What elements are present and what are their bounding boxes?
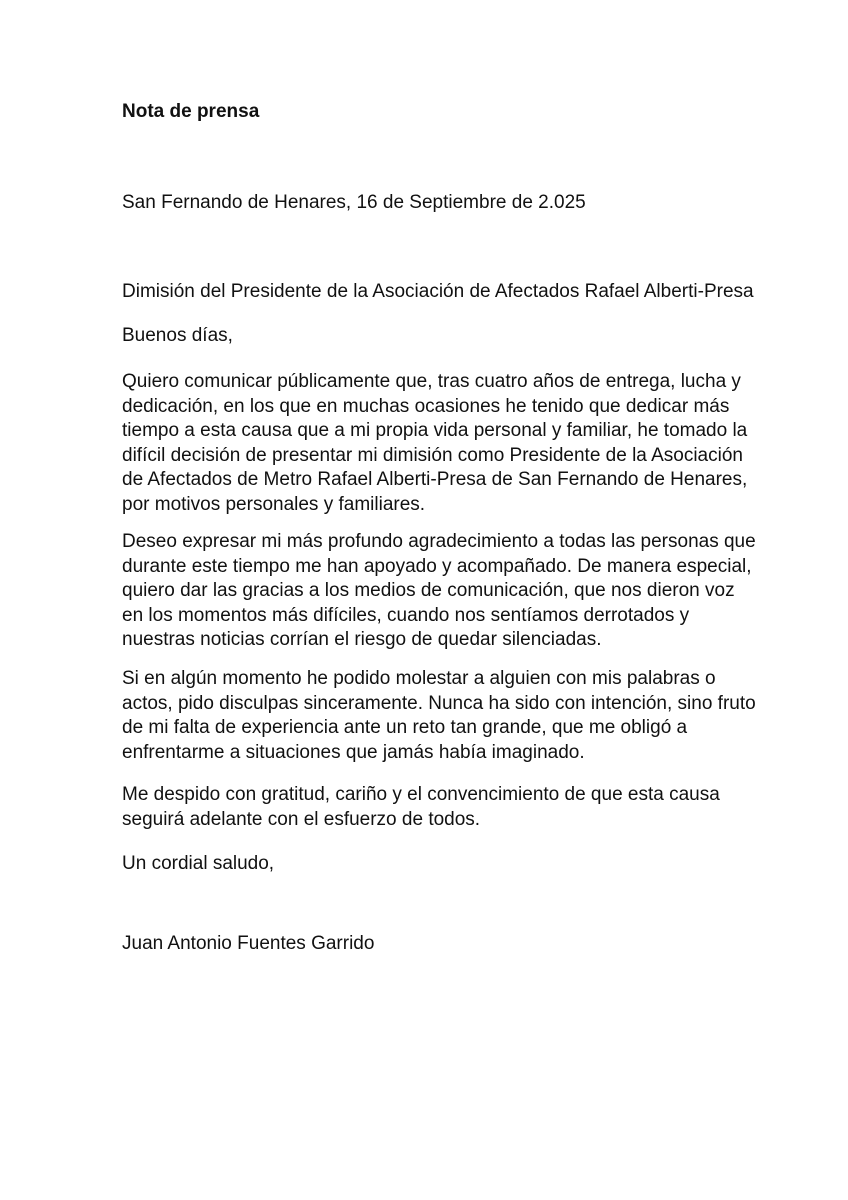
paragraph-line: tiempo a esta causa que a mi propia vida personal y familiar, he tomado la (122, 420, 748, 441)
paragraph-line: enfrentarme a situaciones que jamás había imaginado. (122, 741, 585, 763)
paragraph-2 (122, 530, 756, 653)
paragraph-line: difícil decisión de presentar mi dimisión como Presidente de la Asociación (122, 444, 743, 466)
place-date: San Fernando de Henares, 16 de Septiembre de 2.025 (122, 192, 586, 213)
paragraph-line: de Afectados de Metro Rafael Alberti-Presa de San Fernando de Henares, (122, 469, 748, 490)
paragraph-line: dedicación, en los que en muchas ocasiones he tenido que dedicar más (122, 395, 730, 417)
signature-name: Juan Antonio Fuentes Garrido (122, 933, 375, 954)
paragraph-1 (122, 370, 747, 517)
paragraph-line: Me despido con gratitud, cariño y el convencimiento de que esta causa (122, 784, 720, 805)
paragraph-line: Quiero comunicar públicamente que, tras cuatro años de entrega, lucha y (122, 371, 741, 392)
paragraph-3 (122, 667, 756, 765)
paragraph-line: Deseo expresar mi más profundo agradecimiento a todas las personas que (122, 531, 756, 552)
paragraph-line: de mi falta de experiencia ante un reto tan grande, que me obligó a (122, 717, 688, 738)
paragraph-line: por motivos personales y familiares. (122, 493, 426, 515)
paragraph-line: seguirá adelante con el esfuerzo de todos. (122, 808, 481, 830)
paragraph-line: actos, pido disculpas sinceramente. Nunca ha sido con intención, sino fruto (122, 692, 756, 714)
paragraph-line: Si en algún momento he podido molestar a alguien con mis palabras o (122, 668, 716, 689)
greeting: Buenos días, (122, 325, 233, 346)
closing: Un cordial saludo, (122, 853, 275, 874)
paragraph-4 (122, 783, 720, 832)
paragraph-line: durante este tiempo me han apoyado y acompañado. De manera especial, (122, 555, 752, 577)
paragraph-line: quiero dar las gracias a los medios de comunicación, que nos dieron voz (122, 580, 735, 601)
document-title: Nota de prensa (122, 101, 260, 122)
subject-line: Dimisión del Presidente de la Asociación de Afectados Rafael Alberti-Presa (122, 281, 754, 302)
paragraph-line: en los momentos más difíciles, cuando nos sentíamos derrotados y (122, 604, 690, 626)
paragraph-line: nuestras noticias corrían el riesgo de quedar silenciadas. (122, 629, 602, 650)
